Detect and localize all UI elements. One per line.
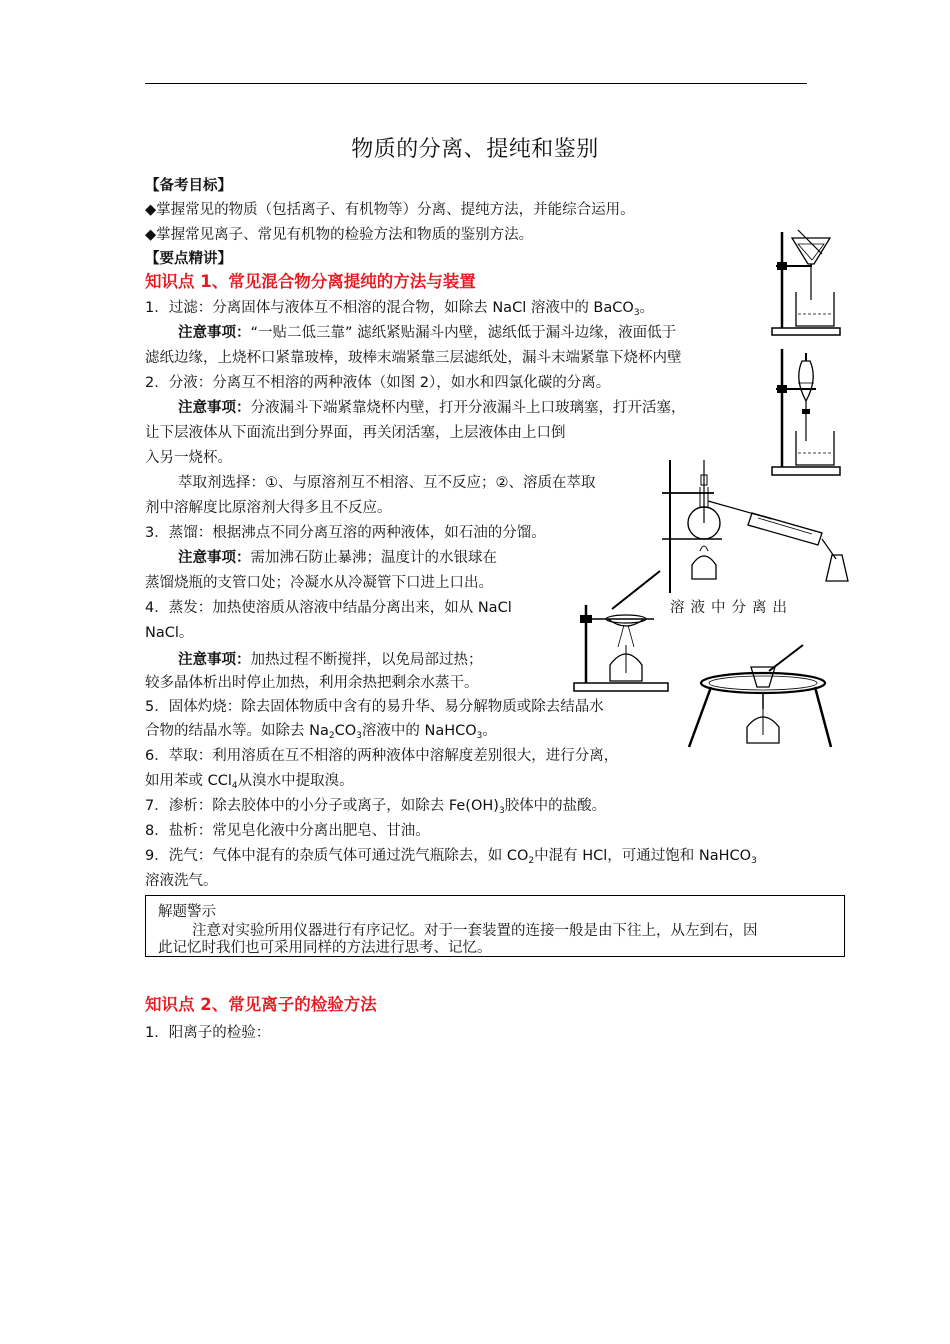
filtration-note-1: 注意事项：“一贴二低三靠” 滤纸紧贴漏斗内壁，滤纸低于漏斗边缘，液面低于 (178, 325, 677, 341)
evaporation-apparatus-figure (568, 555, 673, 695)
cation-test-line: 1．阳离子的检验： (145, 1025, 271, 1041)
distillation-note-1: 注意事项：需加沸石防止暴沸；温度计的水银球在 (178, 550, 497, 566)
tip-box (145, 895, 845, 957)
evaporation-note-2: 较多晶体析出时停止加热，利用余热把剩余水蒸干。 (145, 675, 479, 691)
ignition-line-1: 5．固体灼烧：除去固体物质中含有的易升华、易分解物质或除去结晶水 (145, 699, 604, 715)
extractant-selection-2: 剂中溶解度比原溶剂大得多且不反应。 (145, 500, 392, 516)
filtration-note-2: 滤纸边缘，上烧杯口紧靠玻棒，玻棒末端紧靠三层滤纸处，漏斗末端紧靠下烧杯内壁 (145, 350, 682, 366)
dialysis-line: 7．渗析：除去胶体中的小分子或离子，如除去 $Fe(OH)_3$胶体中的盐酸。 (145, 798, 607, 816)
filtration-line: 1．过滤：分离固体与液体互不相溶的混合物，如除去 NaCl 溶液中的 BaCO$_3$。 (145, 300, 655, 318)
crucible-tripod-figure (685, 643, 835, 753)
extraction-line-1: 6．萃取：利用溶质在互不相溶的两种液体中溶解度差别很大，进行分离， (145, 748, 619, 764)
separation-note-3: 入另一烧杯。 (145, 450, 232, 466)
kp1-heading: 知识点 1、常见混合物分离提纯的方法与装置 (145, 272, 476, 291)
salting-out-line: 8．盐析：常见皂化液中分离出肥皂、甘油。 (145, 823, 430, 839)
separation-note-1: 注意事项：分液漏斗下端紧靠烧杯内壁，打开分液漏斗上口玻璃塞，打开活塞， (178, 400, 686, 416)
distillation-line: 3．蒸馏：根据沸点不同分离互溶的两种液体，如石油的分馏。 (145, 525, 546, 541)
kp2-heading: 知识点 2、常见离子的检验方法 (145, 995, 377, 1014)
extraction-line-2: 如用苯或 CCl$_4$从溴水中提取溴。 (145, 773, 354, 791)
evaporation-line-a: 4．蒸发：加热使溶质从溶液中结晶分离出来，如从 NaCl (145, 600, 512, 616)
gas-washing-line: 9．洗气：气体中混有的杂质气体可通过洗气瓶除去，如 $CO_2$中混有 HCl，可通过饱和 NaHCO$_3$ (145, 848, 757, 866)
tip-line-2: 此记忆时我们也可采用同样的方法进行思考、记忆。 (158, 940, 492, 956)
goal-2: ◆掌握常见离子、常见有机物的检验方法和物质的鉴别方法。 (145, 227, 534, 243)
distillation-note-2: 蒸馏烧瓶的支管口处；冷凝水从冷凝管下口进上口出。 (145, 575, 493, 591)
goal-1: ◆掌握常见的物质（包括离子、有机物等）分离、提纯方法，并能综合运用。 (145, 202, 635, 218)
points-heading: 【要点精讲】 (145, 251, 232, 267)
filtration-apparatus-figure (768, 228, 846, 338)
evaporation-note-1: 注意事项：加热过程不断搅拌，以免局部过热； (178, 652, 483, 668)
extractant-selection-1: 萃取剂选择：①、与原溶剂互不相溶、互不反应；②、溶质在萃取 (178, 475, 596, 491)
evaporation-line-b: 溶液中分离出 (670, 600, 793, 616)
header-rule (145, 83, 807, 84)
separation-note-2: 让下层液体从下面流出到分界面，再关闭活塞，上层液体由上口倒 (145, 425, 566, 441)
gas-washing-line-2: 溶液洗气。 (145, 873, 218, 889)
page-title: 物质的分离、提纯和鉴别 (351, 137, 599, 162)
tip-title: 解题警示 (158, 904, 216, 920)
evaporation-line-c: NaCl。 (145, 625, 194, 641)
distillation-apparatus-figure (652, 455, 852, 595)
separation-line: 2．分液：分离互不相溶的两种液体（如图 2），如水和四氯化碳的分离。 (145, 375, 611, 391)
goals-heading: 【备考目标】 (145, 178, 232, 194)
ignition-line-2: 合物的结晶水等。如除去 $Na_2CO_3$溶液中的 NaHCO$_3$。 (145, 723, 497, 741)
tip-line-1: 注意对实验所用仪器进行有序记忆。对于一套装置的连接一般是由下往上，从左到右，因 (192, 923, 758, 939)
